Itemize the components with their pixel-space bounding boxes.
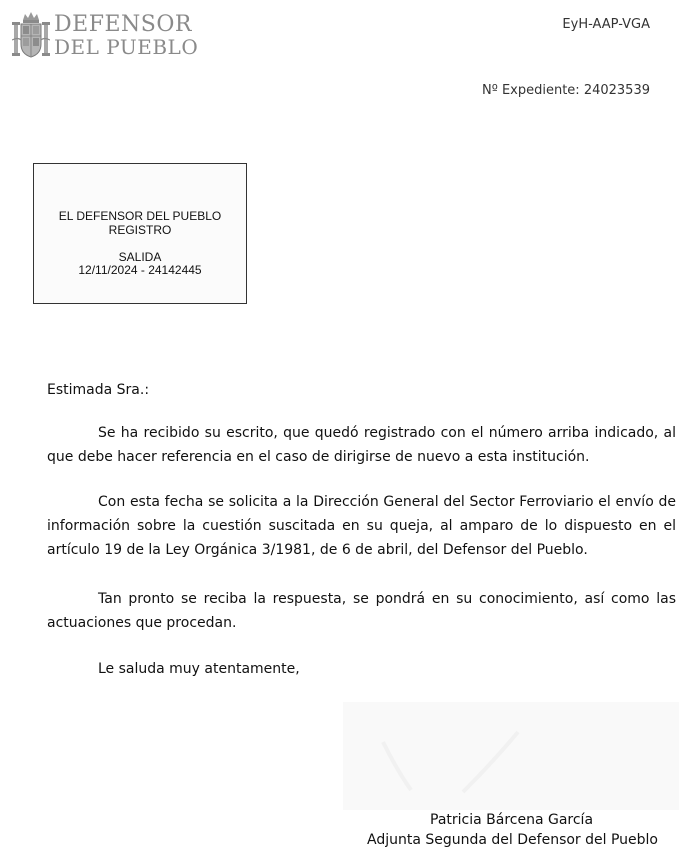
signatory-name: Patricia Bárcena García	[430, 812, 594, 828]
salutation: Estimada Sra.:	[47, 382, 150, 398]
reference-code: EyH-AAP-VGA	[562, 17, 650, 32]
logo-wordmark	[54, 11, 199, 59]
logo-line-2: DEL PUEBLO	[54, 34, 199, 59]
paragraph-text: Con esta fecha se solicita a la Dirección General del Sector Ferroviario el envío de información sobre la cuestión suscitada en su queja, al amparo de lo dispuesto en el artículo 19 de la Ley Orgánica 3/1981, de 6 de abril, del Defensor del Pueblo.	[47, 494, 676, 558]
file-number: Nº Expediente: 24023539	[481, 83, 650, 98]
paragraph-text: Se ha recibido su escrito, que quedó registrado con el número arriba indicado, al que debe hacer referencia en el caso de dirigirse de nuevo a esta institución.	[47, 425, 676, 465]
stamp-date-number: 12/11/2024 - 24142445	[78, 263, 202, 277]
paragraph-text: Tan pronto se reciba la respuesta, se pondrá en su conocimiento, así como las actuaciones que procedan.	[47, 591, 676, 631]
letter-paragraph	[47, 490, 676, 562]
stamp-type: SALIDA	[118, 250, 162, 264]
signatory-title: Adjunta Segunda del Defensor del Pueblo	[367, 832, 658, 848]
stamp-institution: EL DEFENSOR DEL PUEBLO	[58, 209, 222, 223]
closing	[47, 657, 676, 681]
logo-line-1: DEFENSOR	[54, 11, 192, 37]
stamp-registry: REGISTRO	[108, 223, 172, 237]
handwritten-signature-icon	[343, 702, 679, 810]
signature-image	[343, 702, 679, 810]
letter-paragraph	[47, 587, 676, 635]
institution-logo	[12, 10, 198, 60]
coat-of-arms-icon	[12, 10, 50, 60]
letter-paragraph	[47, 421, 676, 469]
registry-stamp	[33, 163, 247, 304]
closing-text: Le saluda muy atentamente,	[98, 661, 300, 677]
